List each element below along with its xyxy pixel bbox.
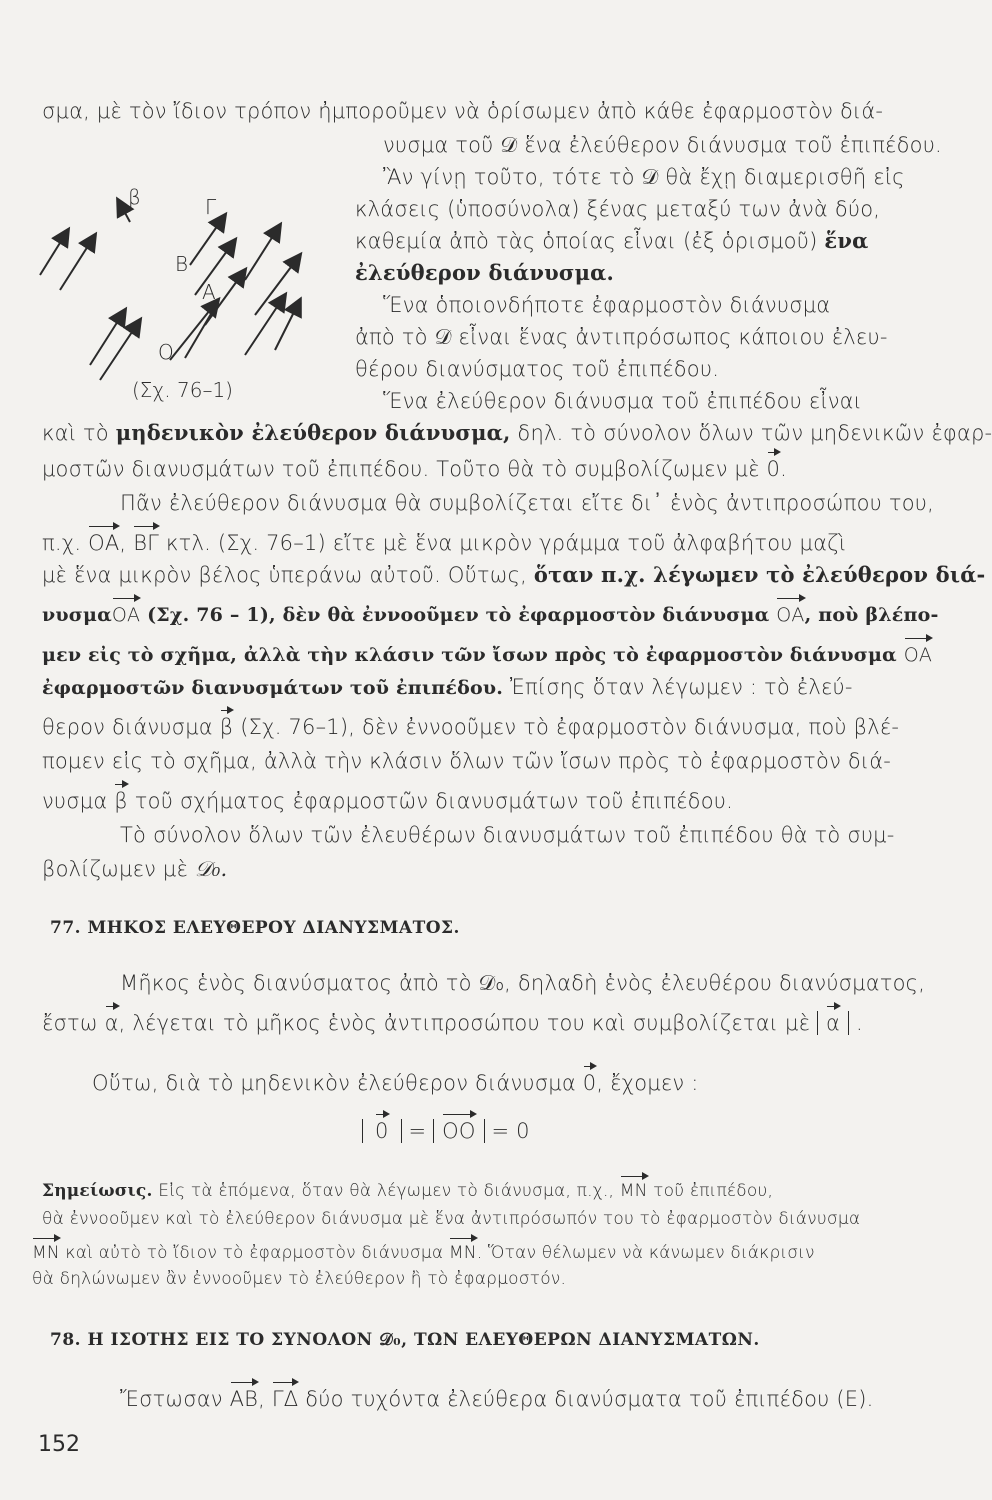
text-line-26: Οὕτω, διὰ τὸ μηδενικὸν ἐλεύθερον διάνυσμα 0, ἔχομεν : [92, 1071, 699, 1095]
label-o: Ο [158, 340, 174, 364]
label-a: Α [202, 280, 216, 304]
label-beta: β [128, 185, 141, 209]
text-line-19: θερον διάνυσμα β (Σχ. 76–1), δὲν ἐννοοῦμεν τὸ ἐφαρμοστὸν διάνυσμα, ποὺ βλέ- [42, 715, 900, 739]
text-line-24: Μῆκος ἑνὸς διανύσματος ἀπὸ τὸ 𝒟₀, δηλαδὴ ἑνὸς ἐλευθέρου διανύσματος, [120, 971, 926, 995]
text-line-18: ἐφαρμοστῶν διανυσμάτων τοῦ ἐπιπέδου. Ἐπίσης ὅταν λέγωμεν : τὸ ἐλεύ- [42, 675, 853, 699]
page-number: 152 [38, 1432, 80, 1457]
note-line-2: θὰ ἐννοοῦμεν καὶ τὸ ἐλεύθερον διάνυσμα μὲ ἕνα ἀντιπρόσωπόν του τὸ ἐφαρμοστὸν διάνυσμα [42, 1209, 861, 1229]
text-line-4: κλάσεις (ὑποσύνολα) ξένας μεταξύ των ἀνὰ δύο, [355, 197, 881, 221]
text-line-15: μὲ ἕνα μικρὸν βέλος ὑπεράνω αὐτοῦ. Οὕτως, ὅταν π.χ. λέγωμεν τὸ ἐλεύθερον διά- [42, 562, 986, 587]
text-line-16: νυσμαΟΑ (Σχ. 76 – 1), δὲν θὰ ἐννοοῦμεν τὸ ἐφαρμοστὸν διάνυσμα ΟΑ, ποὺ βλέπο- [42, 604, 939, 626]
text-line-14: π.χ. ΟΑ, ΒΓ κτλ. (Σχ. 76–1) εἴτε μὲ ἕνα μικρὸν γράμμα τοῦ ἀλφαβήτου μαζὶ [42, 531, 847, 555]
text-line-7: Ἕνα ὁποιονδήποτε ἐφαρμοστὸν διάνυσμα [383, 293, 831, 317]
text-line-9: θέρου διανύσματος τοῦ ἐπιπέδου. [355, 357, 720, 381]
text-line-3: Ἂν γίνῃ τοῦτο, τότε τὸ 𝒟 θὰ ἔχῃ διαμερισθῆ εἰς [383, 165, 905, 189]
figure-caption: (Σχ. 76–1) [132, 378, 233, 402]
note-line-3: ΜΝ καὶ αὐτὸ τὸ ἴδιον τὸ ἐφαρμοστὸν διάνυσμα ΜΝ. Ὅταν θέλωμεν νὰ κάνωμεν διάκρισιν [32, 1243, 815, 1263]
text-line-6: ἐλεύθερον διάνυσμα. [355, 260, 615, 285]
text-line-8: ἀπὸ τὸ 𝒟 εἶναι ἕνας ἀντιπρόσωπος κάποιου ἐλευ- [355, 325, 888, 349]
text-line-11: καὶ τὸ μηδενικὸν ἐλεύθερον διάνυσμα, δηλ. τὸ σύνολον ὅλων τῶν μηδενικῶν ἐφαρ- [42, 420, 992, 445]
text-line-12: μοστῶν διανυσμάτων τοῦ ἐπιπέδου. Τοῦτο θὰ τὸ συμβολίζωμεν μὲ 0. [42, 457, 787, 481]
text-line-21: νυσμα β τοῦ σχήματος ἐφαρμοστῶν διανυσμάτων τοῦ ἐπιπέδου. [42, 789, 733, 813]
section-heading-77: 77. ΜΗΚΟΣ ΕΛΕΥΘΕΡΟΥ ΔΙΑΝΥΣΜΑΤΟΣ. [50, 918, 460, 938]
text-line-13: Πᾶν ἐλεύθερον διάνυσμα θὰ συμβολίζεται εἴτε δι᾿ ἑνὸς ἀντιπροσώπου του, [120, 491, 934, 515]
section-heading-78: 78. Η ΙΣΟΤΗΣ ΕΙΣ ΤΟ ΣΥΝΟΛΟΝ 𝒟₀, ΤΩΝ ΕΛΕΥΘΕΡΩΝ ΔΙΑΝΥΣΜΑΤΩΝ. [50, 1330, 760, 1350]
text-line-22: Τὸ σύνολον ὅλων τῶν ἐλευθέρων διανυσμάτων τοῦ ἐπιπέδου θὰ τὸ συμ- [120, 823, 895, 847]
label-b: Β [175, 252, 189, 276]
text-line-5: καθεμία ἀπὸ τὰς ὁποίας εἶναι (ἐξ ὁρισμοῦ) ἕνα [355, 228, 869, 253]
figure-76-1 [40, 180, 340, 410]
text-line-23: βολίζωμεν μὲ 𝒟₀. [42, 857, 228, 881]
text-line-20: πομεν εἰς τὸ σχῆμα, ἀλλὰ τὴν κλάσιν ὅλων τῶν ἴσων πρὸς τὸ ἐφαρμοστὸν διά- [42, 749, 892, 773]
label-gamma: Γ [205, 195, 217, 219]
text-line-27: Ἔστωσαν ΑΒ, ΓΔ δύο τυχόντα ἐλεύθερα διανύσματα τοῦ ἐπιπέδου (Ε). [120, 1387, 874, 1411]
note-line-4: θὰ δηλώνωμεν ἂν ἐννοοῦμεν τὸ ἐλεύθερον ἢ τὸ ἐφαρμοστόν. [32, 1269, 567, 1289]
note-line-1: Σημείωσις. Εἰς τὰ ἑπόμενα, ὅταν θὰ λέγωμεν τὸ διάνυσμα, π.χ., ΜΝ τοῦ ἐπιπέδου, [42, 1181, 774, 1201]
text-line-25: ἔστω α, λέγεται τὸ μῆκος ἑνὸς ἀντιπροσώπου του καὶ συμβολίζεται μὲ α . [42, 1011, 863, 1035]
equation-zero-length: 0 = ΟΟ = 0 [362, 1118, 530, 1144]
text-line-17: μεν εἰς τὸ σχῆμα, ἀλλὰ τὴν κλάσιν τῶν ἴσων πρὸς τὸ ἐφαρμοστὸν διάνυσμα ΟΑ [42, 644, 933, 666]
vector-diagram [40, 180, 340, 410]
text-line-2: νυσμα τοῦ 𝒟 ἕνα ἐλεύθερον διάνυσμα τοῦ ἐπιπέδου. [383, 133, 942, 157]
text-line-10: Ἕνα ἐλεύθερον διάνυσμα τοῦ ἐπιπέδου εἶναι [383, 389, 863, 413]
text-line-1: σμα, μὲ τὸν ἴδιον τρόπον ἠμποροῦμεν νὰ ὁρίσωμεν ἀπὸ κάθε ἐφαρμοστὸν διά- [42, 99, 884, 123]
